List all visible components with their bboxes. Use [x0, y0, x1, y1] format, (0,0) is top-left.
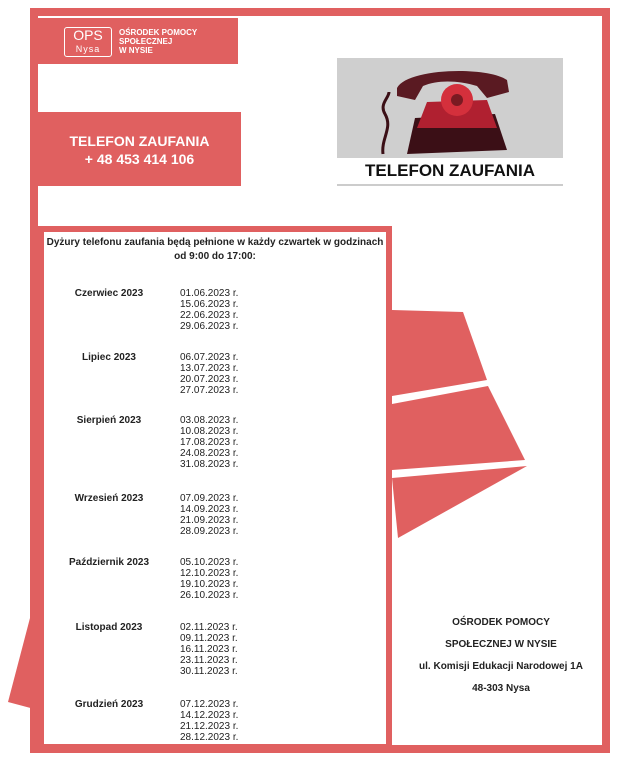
date-item: 29.06.2023 r.: [180, 321, 239, 332]
address-line: ul. Komisji Edukacji Narodowej 1A: [419, 661, 583, 672]
date-item: 02.11.2023 r.: [180, 622, 238, 633]
spacer-block: [38, 66, 238, 112]
date-list: [180, 352, 238, 396]
date-item: 31.08.2023 r.: [180, 459, 239, 470]
date-item: 16.11.2023 r.: [180, 644, 238, 655]
telephone-image-caption: TELEFON ZAUFANIA: [337, 158, 563, 184]
month-label: Listopad 2023: [75, 622, 143, 633]
date-item: 14.12.2023 r.: [180, 710, 239, 721]
logo-icon: [64, 27, 112, 57]
address-line: OŚRODEK POMOCY: [452, 617, 550, 628]
date-item: 07.12.2023 r.: [180, 699, 239, 710]
date-list: [180, 493, 238, 537]
logo-line: W NYSIE: [119, 46, 153, 55]
logo-text: [119, 28, 197, 55]
date-item: 17.08.2023 r.: [180, 437, 239, 448]
date-item: 09.11.2023 r.: [180, 633, 238, 644]
date-item: 20.07.2023 r.: [180, 374, 239, 385]
date-item: 19.10.2023 r.: [180, 579, 239, 590]
date-item: 10.08.2023 r.: [180, 426, 239, 437]
date-item: 05.10.2023 r.: [180, 557, 239, 568]
month-label: Czerwiec 2023: [74, 288, 144, 299]
logo-mark-top: OPS: [73, 27, 103, 43]
date-item: 26.10.2023 r.: [180, 590, 239, 601]
date-item: 24.08.2023 r.: [180, 448, 239, 459]
date-list: [180, 699, 238, 743]
date-item: 12.10.2023 r.: [180, 568, 239, 579]
decor-shape-4: [8, 612, 38, 710]
decor-shape-1: [392, 310, 487, 396]
month-label: Październik 2023: [68, 557, 150, 568]
decor-shape-3: [392, 466, 527, 538]
telephone-icon: [337, 58, 563, 160]
month-label: Grudzień 2023: [74, 699, 144, 710]
date-list: [180, 415, 238, 470]
date-item: 21.12.2023 r.: [180, 721, 239, 732]
month-label: Sierpień 2023: [76, 415, 142, 426]
date-item: 21.09.2023 r.: [180, 515, 239, 526]
date-item: 28.09.2023 r.: [180, 526, 239, 537]
logo-line: OŚRODEK POMOCY: [119, 28, 198, 37]
date-item: 22.06.2023 r.: [180, 310, 239, 321]
date-item: 13.07.2023 r.: [180, 363, 239, 374]
logo-line: SPOŁECZNEJ: [119, 37, 173, 46]
date-item: 27.07.2023 r.: [180, 385, 239, 396]
date-item: 30.11.2023 r.: [180, 666, 238, 677]
month-label: Lipiec 2023: [82, 352, 136, 363]
schedule-panel: [38, 226, 392, 750]
decor-shape-2: [392, 386, 525, 470]
address-line: 48-303 Nysa: [472, 683, 530, 694]
date-item: 15.06.2023 r.: [180, 299, 239, 310]
date-item: 03.08.2023 r.: [180, 415, 239, 426]
date-item: 23.11.2023 r.: [180, 655, 238, 666]
schedule-intro: Dyżury telefonu zaufania będą pełnione w każdy czwartek w godzinach od 9:00 do 17:00:: [46, 237, 384, 262]
date-item: 28.12.2023 r.: [180, 732, 239, 743]
date-list: [180, 622, 238, 677]
date-item: 14.09.2023 r.: [180, 504, 239, 515]
address-line: SPOŁECZNEJ W NYSIE: [445, 639, 557, 650]
month-label: Wrzesień 2023: [74, 493, 144, 504]
date-item: 01.06.2023 r.: [180, 288, 239, 299]
date-list: [180, 288, 238, 332]
date-item: 07.09.2023 r.: [180, 493, 239, 504]
date-list: [180, 557, 238, 601]
hotline-number: + 48 453 414 106: [84, 151, 195, 167]
hotline-box: [38, 112, 241, 186]
address-block: [400, 612, 602, 700]
telephone-image: [337, 58, 563, 186]
date-item: 06.07.2023 r.: [180, 352, 239, 363]
hotline-title: TELEFON ZAUFANIA: [69, 133, 210, 149]
logo-mark-bottom: Nysa: [75, 44, 101, 54]
